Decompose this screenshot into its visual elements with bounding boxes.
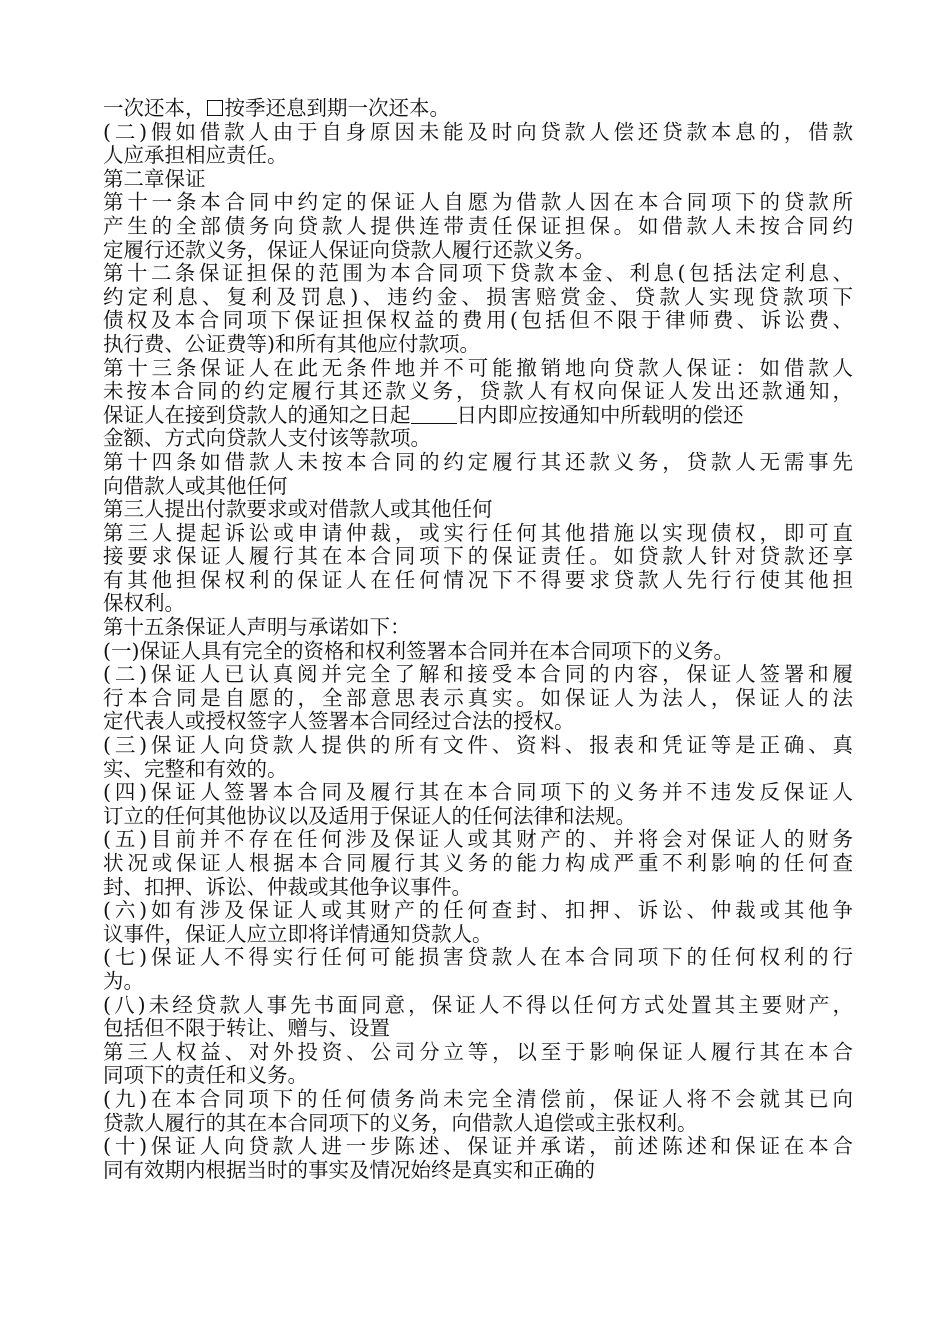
text-line: 金额、方式向贷款人支付该等款项。 (103, 426, 431, 451)
chapter-heading: 第二章保证 (103, 166, 206, 191)
text-line: 议事件，保证人应立即将详情通知贷款人。 (103, 921, 493, 946)
text-line: 订立的任何其他协议以及适用于保证人的任何法律和法规。 (103, 803, 636, 828)
text-line: 第三人权益、对外投资、公司分立等，以至于影响保证人履行其在本合 (103, 1039, 853, 1064)
text-line: 定代表人或授权签字人签署本合同经过合法的授权。 (103, 709, 575, 734)
text-line: (一)保证人具有完全的资格和权利签署本合同并在本合同项下的义务。 (103, 638, 734, 663)
text-line: 同有效期内根据当时的事实及情况始终是真实和正确的 (103, 1157, 595, 1182)
text-line: 人应承担相应责任。 (103, 143, 288, 168)
checkbox-icon[interactable] (207, 100, 223, 116)
text-line: 第十四条如借款人未按本合同的约定履行其还款义务，贷款人无需事先 (103, 449, 853, 474)
text-line: 封、扣押、诉讼、仲裁或其他争议事件。 (103, 874, 472, 899)
text-line: 状况或保证人根据本合同履行其义务的能力构成严重不利影响的任何查 (103, 851, 853, 875)
text-line: 贷款人履行的其在本合同项下的义务，向借款人追偿或主张权利。 (103, 1110, 698, 1135)
text-line: 第三人提起诉讼或申请仲裁，或实行任何其他措施以实现债权，即可直 (103, 520, 853, 545)
text-line: 为。 (103, 968, 144, 993)
text-line: 实、完整和有效的。 (103, 756, 288, 781)
text-line: (三)保证人向贷款人提供的所有文件、资料、报表和凭证等是正确、真 (103, 733, 853, 758)
text-line: 保权利。 (103, 591, 185, 616)
text-line: 同项下的责任和义务。 (103, 1063, 308, 1088)
text-line: 产生的全部债务向贷款人提供连带责任保证担保。如借款人未按合同约 (103, 213, 853, 238)
text-line: (四)保证人签署本合同及履行其在本合同项下的义务并不违发反保证人 (103, 780, 853, 805)
text-line: (二)假如借款人由于自身原因未能及时向贷款人偿还贷款本息的，借款 (103, 119, 853, 144)
text-line-1: 一次还本， 按季还息到期一次还本。 (103, 96, 450, 120)
text-line: 约定利息、复利及罚息)、违约金、损害赔赏金、贷款人实现贷款项下 (103, 284, 853, 309)
text-line: 行本合同是自愿的，全部意思表示真实。如保证人为法人，保证人的法 (103, 685, 853, 710)
text-line: 执行费、公证费等)和所有其他应付款项。 (103, 331, 480, 356)
text-line: 定履行还款义务，保证人保证向贷款人履行还款义务。 (103, 237, 595, 262)
text-line: 第十五条保证人声明与承诺如下： (103, 615, 411, 640)
text-line: 第十三条保证人在此无条件地并不可能撤销地向贷款人保证：如借款人 (103, 355, 853, 380)
text-line: 向借款人或其他任何 (103, 473, 288, 498)
text-line: (二)保证人已认真阅并完全了解和接受本合同的内容，保证人签署和履 (103, 662, 853, 687)
text-line: (六)如有涉及保证人或其财产的任何查封、扣押、诉讼、仲裁或其他争 (103, 898, 853, 923)
text-line: 未按本合同的约定履行其还款义务，贷款人有权向保证人发出还款通知， (103, 379, 853, 404)
text-line: 第十一条本合同中约定的保证人自愿为借款人因在本合同项下的贷款所 (103, 190, 853, 215)
text-line-14: 保证人在接到贷款人的通知之日起 日内即应按通知中所载明的偿还 (103, 402, 744, 427)
text-line: 接要求保证人履行其在本合同项下的保证责任。如贷款人针对贷款还享 (103, 544, 853, 569)
fill-in-blank[interactable] (411, 405, 457, 424)
text-line: (七)保证人不得实行任何可能损害贷款人在本合同项下的任何权利的行 (103, 945, 853, 970)
text-line: 第十二条保证担保的范围为本合同项下贷款本金、利息(包括法定利息、 (103, 261, 853, 286)
text-line: (九)在本合同项下的任何债务尚未完全清偿前，保证人将不会就其已向 (103, 1086, 853, 1111)
text-line: (十)保证人向贷款人进一步陈述、保证并承诺，前述陈述和保证在本合 (103, 1134, 853, 1159)
document-page (103, 97, 853, 1182)
text-line: 有其他担保权利的保证人在任何情况下不得要求贷款人先行行使其他担 (103, 567, 853, 592)
text-line: 包括但不限于转让、赠与、设置 (103, 1016, 390, 1041)
text-line: 第三人提出付款要求或对借款人或其他任何 (103, 497, 493, 522)
text-line: (五)目前并不存在任何涉及保证人或其财产的、并将会对保证人的财务 (103, 827, 853, 852)
text-line: 债权及本合同项下保证担保权益的费用(包括但不限于律师费、诉讼费、 (103, 308, 853, 333)
text-line: (八)未经贷款人事先书面同意，保证人不得以任何方式处置其主要财产， (103, 992, 853, 1017)
